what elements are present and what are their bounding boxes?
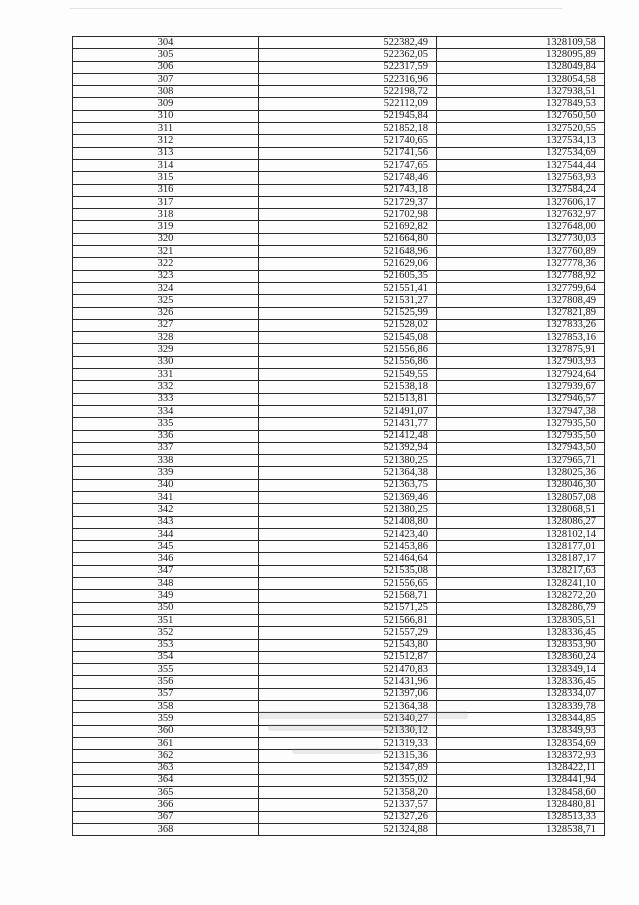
table-row [73, 824, 605, 836]
x-coordinate-cell: 521453,86 [259, 541, 437, 553]
y-coordinate-cell: 1328353,90 [437, 639, 605, 651]
point-number-cell: 337 [73, 442, 259, 454]
y-coordinate-cell: 1328344,85 [437, 713, 605, 725]
table-row [73, 209, 605, 221]
y-coordinate-cell: 1327965,71 [437, 455, 605, 467]
x-coordinate-cell: 521324,88 [259, 824, 437, 836]
table-row [73, 528, 605, 540]
x-coordinate-cell: 521557,29 [259, 627, 437, 639]
table-row [73, 418, 605, 430]
table-row [73, 565, 605, 577]
x-coordinate-cell: 521327,26 [259, 811, 437, 823]
x-coordinate-cell: 521538,18 [259, 381, 437, 393]
y-coordinate-cell: 1327584,24 [437, 184, 605, 196]
point-number-cell: 338 [73, 455, 259, 467]
y-coordinate-cell: 1327520,55 [437, 123, 605, 135]
x-coordinate-cell: 521364,38 [259, 701, 437, 713]
x-coordinate-cell: 521551,41 [259, 282, 437, 294]
x-coordinate-cell: 521741,56 [259, 147, 437, 159]
table-row [73, 762, 605, 774]
x-coordinate-cell: 521408,80 [259, 516, 437, 528]
table-row [73, 147, 605, 159]
x-coordinate-cell: 521369,46 [259, 491, 437, 503]
table-row [73, 627, 605, 639]
y-coordinate-cell: 1327935,50 [437, 430, 605, 442]
y-coordinate-cell: 1328336,45 [437, 627, 605, 639]
point-number-cell: 315 [73, 172, 259, 184]
point-number-cell: 344 [73, 528, 259, 540]
table-row [73, 504, 605, 516]
x-coordinate-cell: 521692,82 [259, 221, 437, 233]
y-coordinate-cell: 1327946,57 [437, 393, 605, 405]
point-number-cell: 313 [73, 147, 259, 159]
y-coordinate-cell: 1328372,93 [437, 750, 605, 762]
y-coordinate-cell: 1327799,64 [437, 282, 605, 294]
table-row [73, 787, 605, 799]
point-number-cell: 340 [73, 479, 259, 491]
y-coordinate-cell: 1328109,58 [437, 37, 605, 49]
x-coordinate-cell: 521740,65 [259, 135, 437, 147]
x-coordinate-cell: 521397,06 [259, 688, 437, 700]
point-number-cell: 310 [73, 110, 259, 122]
x-coordinate-cell: 521392,94 [259, 442, 437, 454]
y-coordinate-cell: 1327563,93 [437, 172, 605, 184]
x-coordinate-cell: 521340,27 [259, 713, 437, 725]
point-number-cell: 343 [73, 516, 259, 528]
y-coordinate-cell: 1328187,17 [437, 553, 605, 565]
table-row [73, 369, 605, 381]
point-number-cell: 304 [73, 37, 259, 49]
table-row [73, 270, 605, 282]
point-number-cell: 305 [73, 49, 259, 61]
table-row [73, 405, 605, 417]
x-coordinate-cell: 521347,89 [259, 762, 437, 774]
y-coordinate-cell: 1328102,14 [437, 528, 605, 540]
x-coordinate-cell: 521664,80 [259, 233, 437, 245]
x-coordinate-cell: 521729,37 [259, 196, 437, 208]
point-number-cell: 365 [73, 787, 259, 799]
table-row [73, 356, 605, 368]
y-coordinate-cell: 1328336,45 [437, 676, 605, 688]
x-coordinate-cell: 521513,81 [259, 393, 437, 405]
table-row [73, 135, 605, 147]
point-number-cell: 331 [73, 369, 259, 381]
x-coordinate-cell: 521355,02 [259, 774, 437, 786]
y-coordinate-cell: 1328086,27 [437, 516, 605, 528]
y-coordinate-cell: 1328339,78 [437, 701, 605, 713]
x-coordinate-cell: 522316,96 [259, 73, 437, 85]
y-coordinate-cell: 1327760,89 [437, 246, 605, 258]
point-number-cell: 327 [73, 319, 259, 331]
point-number-cell: 312 [73, 135, 259, 147]
point-number-cell: 354 [73, 651, 259, 663]
y-coordinate-cell: 1328305,51 [437, 614, 605, 626]
point-number-cell: 332 [73, 381, 259, 393]
y-coordinate-cell: 1327938,51 [437, 86, 605, 98]
x-coordinate-cell: 521702,98 [259, 209, 437, 221]
y-coordinate-cell: 1328538,71 [437, 824, 605, 836]
scan-smudge [292, 748, 382, 754]
x-coordinate-cell: 522362,05 [259, 49, 437, 61]
table-row [73, 332, 605, 344]
y-coordinate-cell: 1327650,50 [437, 110, 605, 122]
point-number-cell: 328 [73, 332, 259, 344]
point-number-cell: 330 [73, 356, 259, 368]
y-coordinate-cell: 1327935,50 [437, 418, 605, 430]
y-coordinate-cell: 1328054,58 [437, 73, 605, 85]
point-number-cell: 346 [73, 553, 259, 565]
x-coordinate-cell: 521380,25 [259, 504, 437, 516]
point-number-cell: 363 [73, 762, 259, 774]
point-number-cell: 350 [73, 602, 259, 614]
x-coordinate-cell: 521543,80 [259, 639, 437, 651]
y-coordinate-cell: 1328480,81 [437, 799, 605, 811]
y-coordinate-cell: 1327606,17 [437, 196, 605, 208]
table-row [73, 393, 605, 405]
point-number-cell: 349 [73, 590, 259, 602]
y-coordinate-cell: 1328095,89 [437, 49, 605, 61]
table-row [73, 467, 605, 479]
x-coordinate-cell: 522112,09 [259, 98, 437, 110]
x-coordinate-cell: 521629,06 [259, 258, 437, 270]
y-coordinate-cell: 1327924,64 [437, 369, 605, 381]
x-coordinate-cell: 521568,71 [259, 590, 437, 602]
point-number-cell: 364 [73, 774, 259, 786]
point-number-cell: 309 [73, 98, 259, 110]
x-coordinate-cell: 521748,46 [259, 172, 437, 184]
x-coordinate-cell: 522198,72 [259, 86, 437, 98]
x-coordinate-cell: 521852,18 [259, 123, 437, 135]
x-coordinate-cell: 521535,08 [259, 565, 437, 577]
table-row [73, 110, 605, 122]
y-coordinate-cell: 1328025,36 [437, 467, 605, 479]
x-coordinate-cell: 522317,59 [259, 61, 437, 73]
table-row [73, 811, 605, 823]
x-coordinate-cell: 521531,27 [259, 295, 437, 307]
table-row [73, 578, 605, 590]
x-coordinate-cell: 521431,77 [259, 418, 437, 430]
table-row [73, 664, 605, 676]
x-coordinate-cell: 521571,25 [259, 602, 437, 614]
y-coordinate-cell: 1327544,44 [437, 159, 605, 171]
x-coordinate-cell: 521945,84 [259, 110, 437, 122]
point-number-cell: 366 [73, 799, 259, 811]
table-row [73, 688, 605, 700]
x-coordinate-cell: 521747,65 [259, 159, 437, 171]
point-number-cell: 358 [73, 701, 259, 713]
point-number-cell: 347 [73, 565, 259, 577]
x-coordinate-cell: 521743,18 [259, 184, 437, 196]
y-coordinate-cell: 1327833,26 [437, 319, 605, 331]
table-row [73, 799, 605, 811]
table-row [73, 159, 605, 171]
y-coordinate-cell: 1327853,16 [437, 332, 605, 344]
x-coordinate-cell: 521464,64 [259, 553, 437, 565]
table-row [73, 479, 605, 491]
y-coordinate-cell: 1328334,07 [437, 688, 605, 700]
point-number-cell: 367 [73, 811, 259, 823]
table-row [73, 590, 605, 602]
point-number-cell: 316 [73, 184, 259, 196]
table-row [73, 319, 605, 331]
table-row [73, 602, 605, 614]
x-coordinate-cell: 521528,02 [259, 319, 437, 331]
x-coordinate-cell: 521330,12 [259, 725, 437, 737]
point-number-cell: 326 [73, 307, 259, 319]
y-coordinate-cell: 1328046,30 [437, 479, 605, 491]
y-coordinate-cell: 1328349,14 [437, 664, 605, 676]
y-coordinate-cell: 1328354,69 [437, 737, 605, 749]
y-coordinate-cell: 1328360,24 [437, 651, 605, 663]
y-coordinate-cell: 1328177,01 [437, 541, 605, 553]
y-coordinate-cell: 1327939,67 [437, 381, 605, 393]
y-coordinate-cell: 1327534,13 [437, 135, 605, 147]
table-row [73, 172, 605, 184]
table-row [73, 553, 605, 565]
point-number-cell: 357 [73, 688, 259, 700]
table-row [73, 49, 605, 61]
point-number-cell: 333 [73, 393, 259, 405]
table-row [73, 196, 605, 208]
point-number-cell: 308 [73, 86, 259, 98]
x-coordinate-cell: 521431,96 [259, 676, 437, 688]
y-coordinate-cell: 1327849,53 [437, 98, 605, 110]
point-number-cell: 342 [73, 504, 259, 516]
table-row [73, 541, 605, 553]
point-number-cell: 320 [73, 233, 259, 245]
x-coordinate-cell: 521512,87 [259, 651, 437, 663]
x-coordinate-cell: 521566,81 [259, 614, 437, 626]
y-coordinate-cell: 1328286,79 [437, 602, 605, 614]
y-coordinate-cell: 1327875,91 [437, 344, 605, 356]
table-row [73, 37, 605, 49]
y-coordinate-cell: 1328441,94 [437, 774, 605, 786]
point-number-cell: 345 [73, 541, 259, 553]
table-row [73, 491, 605, 503]
x-coordinate-cell: 521319,33 [259, 737, 437, 749]
table-row [73, 123, 605, 135]
y-coordinate-cell: 1328057,08 [437, 491, 605, 503]
x-coordinate-cell: 521423,40 [259, 528, 437, 540]
point-number-cell: 339 [73, 467, 259, 479]
point-number-cell: 336 [73, 430, 259, 442]
scan-smudge [268, 724, 428, 731]
table-row [73, 295, 605, 307]
point-number-cell: 361 [73, 737, 259, 749]
point-number-cell: 317 [73, 196, 259, 208]
point-number-cell: 307 [73, 73, 259, 85]
point-number-cell: 311 [73, 123, 259, 135]
x-coordinate-cell: 521525,99 [259, 307, 437, 319]
point-number-cell: 353 [73, 639, 259, 651]
point-number-cell: 352 [73, 627, 259, 639]
y-coordinate-cell: 1327788,92 [437, 270, 605, 282]
x-coordinate-cell: 521315,36 [259, 750, 437, 762]
point-number-cell: 324 [73, 282, 259, 294]
table-row [73, 455, 605, 467]
table-row [73, 516, 605, 528]
x-coordinate-cell: 521545,08 [259, 332, 437, 344]
point-number-cell: 360 [73, 725, 259, 737]
y-coordinate-cell: 1327808,49 [437, 295, 605, 307]
point-number-cell: 322 [73, 258, 259, 270]
x-coordinate-cell: 521470,83 [259, 664, 437, 676]
table-row [73, 344, 605, 356]
page-top-rule [70, 8, 562, 9]
table-row [73, 246, 605, 258]
point-number-cell: 318 [73, 209, 259, 221]
y-coordinate-cell: 1327778,36 [437, 258, 605, 270]
table-row [73, 381, 605, 393]
table-row [73, 233, 605, 245]
point-number-cell: 348 [73, 578, 259, 590]
y-coordinate-cell: 1327821,89 [437, 307, 605, 319]
y-coordinate-cell: 1328217,63 [437, 565, 605, 577]
y-coordinate-cell: 1327903,93 [437, 356, 605, 368]
y-coordinate-cell: 1327632,97 [437, 209, 605, 221]
x-coordinate-cell: 521549,55 [259, 369, 437, 381]
table-row [73, 282, 605, 294]
x-coordinate-cell: 522382,49 [259, 37, 437, 49]
table-row [73, 61, 605, 73]
point-number-cell: 351 [73, 614, 259, 626]
x-coordinate-cell: 521556,86 [259, 356, 437, 368]
point-number-cell: 325 [73, 295, 259, 307]
y-coordinate-cell: 1328272,20 [437, 590, 605, 602]
table-row [73, 73, 605, 85]
table-row [73, 430, 605, 442]
point-number-cell: 314 [73, 159, 259, 171]
table-row [73, 614, 605, 626]
table-row [73, 98, 605, 110]
table-row [73, 307, 605, 319]
point-number-cell: 321 [73, 246, 259, 258]
point-number-cell: 334 [73, 405, 259, 417]
y-coordinate-cell: 1328458,60 [437, 787, 605, 799]
point-number-cell: 355 [73, 664, 259, 676]
y-coordinate-cell: 1328513,33 [437, 811, 605, 823]
point-number-cell: 319 [73, 221, 259, 233]
scan-smudge [258, 711, 468, 719]
y-coordinate-cell: 1327943,50 [437, 442, 605, 454]
y-coordinate-cell: 1328422,11 [437, 762, 605, 774]
y-coordinate-cell: 1327730,03 [437, 233, 605, 245]
table-row [73, 639, 605, 651]
x-coordinate-cell: 521337,57 [259, 799, 437, 811]
y-coordinate-cell: 1328049,84 [437, 61, 605, 73]
x-coordinate-cell: 521605,35 [259, 270, 437, 282]
point-number-cell: 362 [73, 750, 259, 762]
y-coordinate-cell: 1327648,00 [437, 221, 605, 233]
x-coordinate-cell: 521556,65 [259, 578, 437, 590]
point-number-cell: 368 [73, 824, 259, 836]
y-coordinate-cell: 1328241,10 [437, 578, 605, 590]
x-coordinate-cell: 521412,48 [259, 430, 437, 442]
y-coordinate-cell: 1327534,69 [437, 147, 605, 159]
point-number-cell: 323 [73, 270, 259, 282]
table-row [73, 442, 605, 454]
point-number-cell: 356 [73, 676, 259, 688]
point-number-cell: 329 [73, 344, 259, 356]
point-number-cell: 335 [73, 418, 259, 430]
point-number-cell: 359 [73, 713, 259, 725]
x-coordinate-cell: 521556,86 [259, 344, 437, 356]
x-coordinate-cell: 521363,75 [259, 479, 437, 491]
y-coordinate-cell: 1328349,93 [437, 725, 605, 737]
y-coordinate-cell: 1327947,38 [437, 405, 605, 417]
table-row [73, 221, 605, 233]
table-row [73, 774, 605, 786]
y-coordinate-cell: 1328068,51 [437, 504, 605, 516]
x-coordinate-cell: 521358,20 [259, 787, 437, 799]
table-row [73, 651, 605, 663]
point-number-cell: 306 [73, 61, 259, 73]
table-row [73, 86, 605, 98]
x-coordinate-cell: 521491,07 [259, 405, 437, 417]
x-coordinate-cell: 521364,38 [259, 467, 437, 479]
table-row [73, 184, 605, 196]
x-coordinate-cell: 521380,25 [259, 455, 437, 467]
table-row [73, 676, 605, 688]
point-number-cell: 341 [73, 491, 259, 503]
table-row [73, 258, 605, 270]
x-coordinate-cell: 521648,96 [259, 246, 437, 258]
